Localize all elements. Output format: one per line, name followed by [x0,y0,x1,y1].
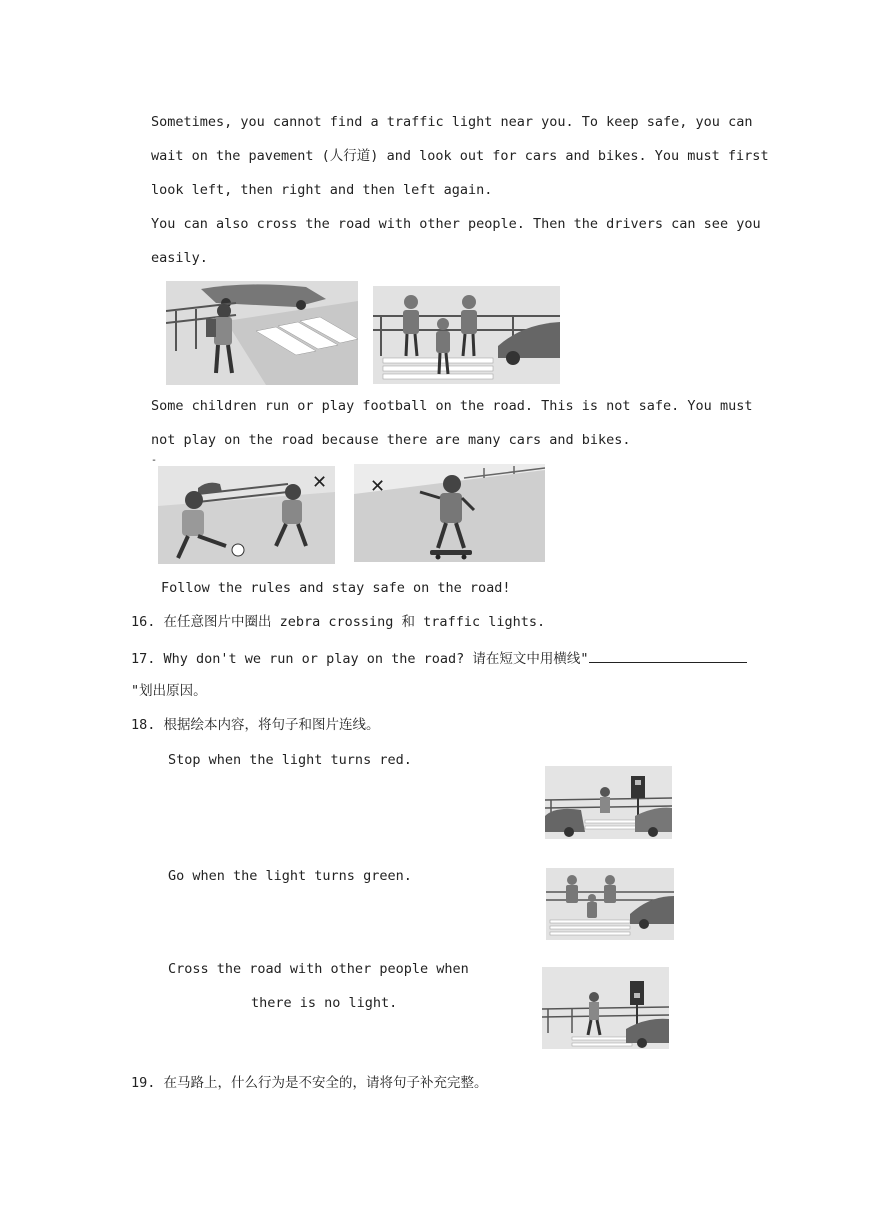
match-sentence-2: Go when the light turns green. [168,868,412,884]
passage-line: Some children run or play football on the road. This is not safe. You must [151,398,753,414]
passage-line: easily. [151,250,208,266]
wrong-mark-icon: ✕ [370,476,386,497]
question-17 [131,648,747,668]
illustration-boy-waiting [166,281,358,385]
match-sentence-3-continued: there is no light. [251,995,398,1011]
match-sentence-3: Cross the road with other people when [168,961,469,977]
passage-line: Follow the rules and stay safe on the road! [161,580,511,596]
passage-line: Sometimes, you cannot find a traffic light near you. To keep safe, you can [151,114,753,130]
passage-line: wait on the pavement (人行道) and look out for cars and bikes. You must first [151,148,769,164]
passage-line: You can also cross the road with other people. Then the drivers can see you [151,216,761,232]
illustration-skateboard-on-road [354,464,545,562]
match-picture-group-crossing[interactable] [546,868,674,940]
match-picture-waiting-at-light[interactable] [545,766,672,839]
passage-line: not play on the road because there are many cars and bikes. [151,432,631,448]
match-sentence-1: Stop when the light turns red. [168,752,412,768]
question-17-continued: "划出原因。 [131,683,207,699]
illustration-children-crossing [373,286,560,384]
answer-blank-line[interactable] [589,648,747,663]
wrong-mark-icon: ✕ [312,472,328,493]
question-19: 19. 在马路上，什么行为是不安全的，请将句子补充完整。 [131,1075,488,1091]
question-17-text: 17. Why don't we run or play on the road? 请在短文中用横线" [131,651,589,667]
match-picture-crossing-at-light[interactable] [542,967,669,1049]
illustration-football-on-road [158,466,335,564]
stray-mark: - [151,455,158,466]
question-18: 18. 根据绘本内容，将句子和图片连线。 [131,717,380,733]
passage-line: look left, then right and then left again. [151,182,493,198]
question-16: 16. 在任意图片中圈出 zebra crossing 和 traffic lights. [131,614,546,630]
